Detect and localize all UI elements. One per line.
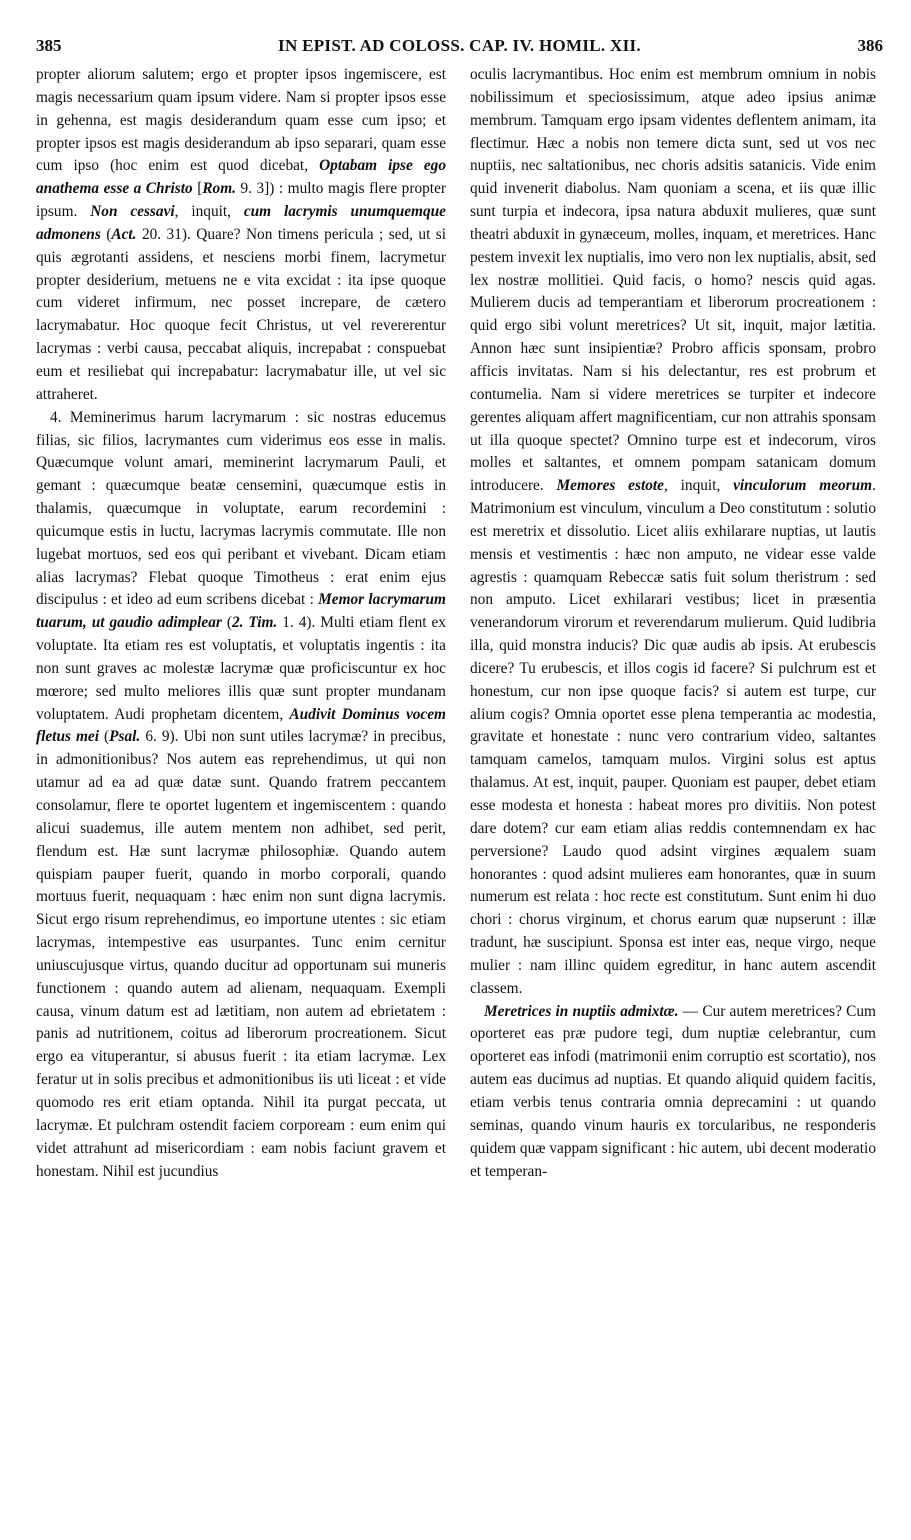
running-title: IN EPIST. AD COLOSS. CAP. IV. HOMIL. XII.: [278, 36, 641, 55]
page-header: [36, 36, 883, 60]
paragraph: propter aliorum salutem; ergo et propter ipsos ingemiscere, est magis necessarium quam ipsum videre. Nam si propter ipsos esse in gehenna, est magis desiderandum quam esse cum ipso; et propter ipsos est magis desiderandum ab ipso separari, quam esse cum ipso (hoc enim est quod dicebat, Optabam ipse ego anathema esse a Christo [Rom. 9. 3]) : multo magis flere propter ipsum. Non cessavi, inquit, cum lacrymis unumquemque admonens (Act. 20. 31). Quare? Non timens pericula ; sed, ut si quis ægrotanti assidens, et nesciens morbi finem, lacrymetur propter desiderium, metuens ne e vita excidat : ita ipse quoque cum videret infirmum, nec posset increpare, de cætero lacrymabatur. Hoc quoque fecit Christus, ut vel revererentur lacrymas : verbi causa, peccabat aliquis, increpabat : conspuebat eum et resiliebat qui increpabatur: lacrymabatur ille, ut vel sic attraheret.: [36, 66, 447, 403]
paragraph: oculis lacrymantibus. Hoc enim est membrum omnium in nobis nobilissimum et speciosissimum, atque adeo ipsius animæ membrum. Tamquam ergo ipsam videntes deflentem animam, ita flectimur. Hæc a nobis non temere dicta sunt, sed ut vos nec nuptiis, nec saltationibus, nec choris adsitis satanicis. Vide enim quid invenerit diabolus. Nam quoniam a scena, et iis quæ illic sunt turpia et indecora, ipsa natura abduxit mulieres, quæ sunt theatri abduxit in gynæceum, molles, inquam, et meretrices. Hanc pestem invexit lex nuptialis, imo vero non lex nuptialis, absit, sed lex nostræ mollitiei. Quid facis, o homo? nescis quid agas. Mulierem ducis ad temperantiam et liberorum procreationem : quid ergo sibi volunt meretrices? Ut sit, inquit, major lætitia. Annon hæc sunt insipientiæ? Probro afficis sponsam, probro afficis invitatas. Nam si his delectantur, res est probrum et contumelia. Nam si videre meretrices se turpiter et indecore gerentes aliquam affert magnificentiam, cur non attrahis sponsam ut illa quoque spectet? Omnino turpe est et indecorum, viros molles et saltantes, et omnem pompam satanicam domum introducere. Memores estote, inquit, vinculorum meorum. Matrimonium est vinculum, vinculum a Deo constitutum : solutio est meretrix et dissolutio. Licet aliis exhilarare nuptias, ut lautis mensis et vestimentis : hæc non amputo, ne videar esse valde agrestis : quamquam Rebeccæ satis fuit solum theristrum : sed non amputo. Licet exhilarari vestibus; licet in præsentia venerandorum virorum et reverendarum mulierum. Quid ludibria illa, quid monstra inducis? Dic quæ audis ab ipsis. At erubescis dicere? Tu erubescis, et illos cogis id facere? Si pulchrum est et honestum, cur non ipse quoque facis? si autem est turpe, cur alium cogis? Omnia oportet esse plena temperantia ac modestia, gravitate et honestate : nunc vero contrarium video, saltantes tamquam camelos, tamquam mulos. Virgini solus est aptus thalamus. At est, inquit, pauper. Quoniam est pauper, debet etiam esse modesta et honesta : habeat mores pro divitiis. Non potest dare dotem? cur eam etiam alias reddis contemnendam ex hac perversione? Laudo quod adsint virgines æqualem suam honorantes : quod adsint mulieres eam honorantes, quæ in suum numerum est relata : hoc recte est constitutum. Sunt enim hi duo chori : chorus virginum, et chorus earum quæ nupserunt : illæ tradunt, hæ suscipiunt. Sponsa est inter eas, neque virgo, neque mulier : nam illinc quidem egreditur, in hanc autem ascendit classem.: [470, 66, 876, 997]
left-column: [36, 64, 446, 1183]
right-column: [470, 64, 876, 1183]
section-heading: Meretrices in nuptiis admixtæ.: [484, 1002, 679, 1020]
paragraph: Meretrices in nuptiis admixtæ. — Cur autem meretrices? Cum oporteret eas præ pudore tegi, dum nuptiæ celebrantur, cum oporteret eas infodi (matrimonii enim corruptio est scortatio), nos autem eas ducimus ad nuptias. Et quando aliquid quidem facitis, etiam verbis tenus contraria omnia deprecamini : ut quando seminas, quando vinum hauris ex torcularibus, ne responderis quidem quæ vappam significant : hic autem, ubi decent moderatio et temperan-: [470, 1002, 876, 1180]
page-number-left: 385: [36, 36, 62, 55]
paragraph: 4. Meminerimus harum lacrymarum : sic nostras educemus filias, sic filios, lacrymantes cum viderimus eos esse in malis. Quæcumque volunt amari, meminerint lacrymarum Pauli, et gemant : quæcumque beatæ censemini, quæcumque estis in thalamis, quæcumque in voluptate, earum recordemini : quicumque estis in luctu, lacrymas lacrymis commutate. Ille non lugebat mortuos, sed eos qui peribant et vivebant. Dicam etiam alias lacrymas? Flebat quoque Timotheus : erat enim ejus discipulus : et ideo ad eum scribens dicebat : Memor lacrymarum tuarum, ut gaudio adimplear (2. Tim. 1. 4). Multi etiam flent ex voluptate. Ita etiam res est voluptatis, et voluptatis ingentis : ita non sunt graves ac molestæ lacrymæ quæ proficiscuntur ex hoc mœrore; sed multo meliores illis quæ sunt propter mundanam voluptatem. Audi prophetam dicentem, Audivit Dominus vocem fletus mei (Psal. 6. 9). Ubi non sunt utiles lacrymæ? in precibus, in admonitionibus? Nos autem eas reprehendimus, ut qui non utamur ad ea ad quæ datæ sunt. Quando fratrem peccantem consolamur, flere te oportet lugentem et ingemiscentem : quando alicui suademus, ille autem mentem non adhibet, sed perit, flendum est. Hæ sunt lacrymæ philosophiæ. Quando autem quispiam pauper fuerit, quando in morbo corporali, quando mortuus fuerit, nequaquam : hæc enim non sunt digna lacrymis. Sicut ergo risum reprehendimus, eo importune utentes : sic etiam lacrymas, intempestive eas usurpantes. Tunc enim cernitur uniuscujusque virtus, quando ducitur ad opportunam sui muneris functionem : quando autem ad alienam, nequaquam. Exempli causa, vinum datum est ad lætitiam, non autem ad ebrietatem : panis ad nutritionem, coitus ad liberorum procreationem. Sicut ergo ea vituperantur, si abusus fuerit : ita etiam lacrymæ. Lex feratur ut in solis precibus et admonitionibus iis uti liceat : et vide quomodo res erit etiam optanda. Nihil ita purgat peccata, ut lacrymæ. Et pulchram ostendit faciem corpoream : eum enim qui videt attrahunt ad misericordiam : eam nobis faciunt gravem et honestam. Nihil est jucundius: [36, 408, 446, 1180]
page-number-right: 386: [857, 36, 883, 55]
